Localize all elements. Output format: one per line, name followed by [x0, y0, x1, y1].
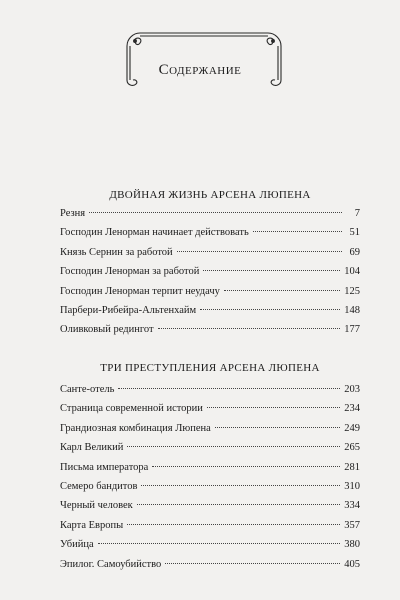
toc-entry [60, 204, 360, 223]
toc-entry-page: 380 [344, 539, 360, 551]
toc-entry [60, 399, 360, 418]
section-title-2: ТРИ ПРЕСТУПЛЕНИЯ АРСЕНА ЛЮПЕНА [100, 362, 320, 374]
toc-entry-page: 104 [344, 266, 360, 278]
toc-entry-page: 7 [354, 208, 360, 219]
toc-entry [60, 535, 360, 554]
dot-leader [200, 308, 340, 310]
page-title: Содержание [158, 62, 242, 78]
dot-leader [215, 426, 340, 428]
toc-entry-label: Князь Сернин за работой [60, 246, 173, 258]
dot-leader [118, 387, 340, 389]
toc-entry-label: Убийца [60, 539, 94, 551]
toc-entry-page: 125 [344, 285, 360, 297]
toc-entry-label: Черный человек [60, 500, 133, 512]
dot-leader [207, 406, 340, 408]
dot-leader [127, 445, 340, 447]
toc-list-2 [60, 380, 360, 574]
toc-entry-page: 203 [344, 384, 360, 395]
dot-leader [98, 542, 341, 544]
toc-entry-label: Санте-отель [60, 384, 115, 395]
toc-entry-page: 281 [344, 461, 360, 473]
toc-entry-page: 405 [344, 558, 360, 570]
toc-entry [60, 458, 360, 477]
toc-entry-label: Господин Ленорман терпит неудачу [60, 285, 220, 297]
toc-entry [60, 320, 360, 339]
dot-leader [253, 230, 342, 232]
toc-entry [60, 380, 360, 399]
dot-leader [165, 562, 340, 564]
toc-entry-page: 265 [344, 442, 360, 454]
toc-entry-page: 69 [349, 246, 360, 258]
dot-leader [177, 250, 342, 252]
toc-entry-label: Оливковый редингот [60, 324, 154, 336]
toc-entry-page: 249 [344, 422, 360, 434]
dot-leader [89, 211, 342, 213]
toc-entry-page: 357 [344, 519, 360, 531]
toc-entry-label: Семеро бандитов [60, 480, 138, 492]
dot-leader [152, 465, 340, 467]
dot-leader [203, 269, 340, 271]
toc-entry [60, 555, 360, 574]
dot-leader [224, 289, 340, 291]
toc-entry-label: Эпилог. Самоубийство [60, 558, 162, 570]
toc-entry-label: Парбери-Рибейра-Альтенхайм [60, 304, 197, 316]
toc-entry-page: 177 [344, 324, 360, 336]
toc-entry [60, 223, 360, 242]
section-title-1: ДВОЙНАЯ ЖИЗНЬ АРСЕНА ЛЮПЕНА [109, 189, 311, 201]
toc-entry-label: Резня [60, 208, 86, 219]
toc-entry [60, 243, 360, 262]
toc-entry-label: Письма императора [60, 461, 149, 473]
toc-entry-label: Господин Ленорман начинает действовать [60, 227, 249, 239]
toc-entry-label: Грандиозная комбинация Люпена [60, 422, 211, 434]
ornamental-frame-icon [124, 30, 284, 88]
toc-entry-page: 148 [344, 304, 360, 316]
dot-leader [127, 523, 340, 525]
toc-entry [60, 438, 360, 457]
toc-list-1 [60, 204, 360, 340]
dot-leader [141, 484, 340, 486]
dot-leader [137, 503, 341, 505]
toc-entry-label: Страница современной истории [60, 403, 203, 415]
toc-entry [60, 496, 360, 515]
toc-entry [60, 301, 360, 320]
toc-entry-page: 51 [349, 227, 360, 239]
toc-entry [60, 282, 360, 301]
toc-entry [60, 516, 360, 535]
toc-entry [60, 419, 360, 438]
toc-entry-page: 234 [344, 403, 360, 415]
toc-entry-label: Карл Великий [60, 442, 124, 454]
toc-entry [60, 262, 360, 281]
dot-leader [158, 327, 341, 329]
toc-entry-label: Господин Ленорман за работой [60, 266, 200, 278]
toc-entry [60, 477, 360, 496]
toc-entry-page: 334 [344, 500, 360, 512]
toc-entry-page: 310 [344, 480, 360, 492]
toc-entry-label: Карта Европы [60, 519, 124, 531]
